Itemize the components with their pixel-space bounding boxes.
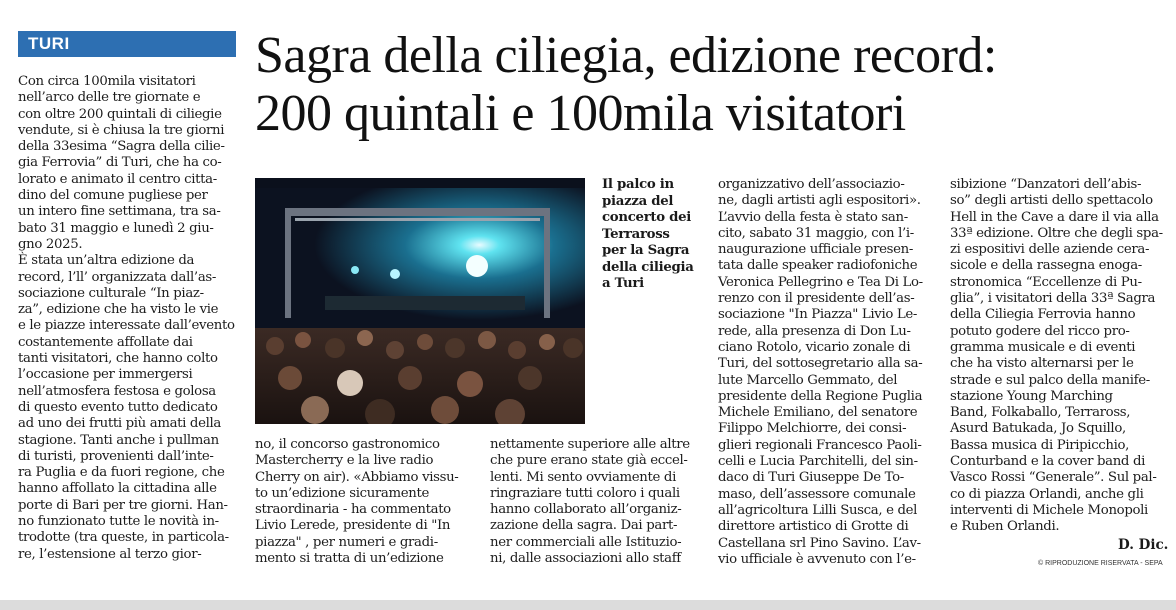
article-column-4: organizzativo dell’associazio- ne, dagli artisti agli espositori». L’avvio della festa è stato san- cito, sabato 31 maggio, con l’i- naugurazione ufficiale presen- tata dalle speaker radiofoniche Veronica Pellegrino e Tea Di Lo- renzo con il presidente dell’as- sociazione "In Piazza" Livio Le- rede, alla presenza di Don Lu- ciano Rotolo, vicario zonale di Turi, del sottosegretario alla sa- lute Marcello Gemmato, del presidente della Regione Puglia Michele Emiliano, del senatore Filippo Melchiorre, dei consi- glieri regionali Francesco Paoli- celli e Lucia Parchitelli, del sin- daco di Turi Giuseppe De To- maso, dell’assessore comunale all’agricoltura Lilli Susca, e del direttore artistico di Grotte di Castellana srl Pino Savino. L’av- vio ufficiale è avvenuto con l’e-: [718, 177, 923, 567]
article-column-5: sibizione “Danzatori dell’abis- so” degli artisti dello spettacolo Hell in the Cave a dare il via alla 33ª edizione. Oltre che degli spa- zi espositivi delle aziende cera- sicole e della rassegna enoga- stronomica “Eccellenze di Pu- glia”, i visitatori della 33ª Sagra della Ciliegia Ferrovia hanno potuto godere del ricco pro- gramma musicale e di eventi che ha visto alternarsi per le strade e sul palco della manife- stazione Young Marching Band, Folkaballo, Terraross, Asurd Batukada, Jo Squillo, Bassa musica di Piripicchio, Conturband e la cover band di Vasco Rossi “Generale”. Sul pal- co di piazza Orlandi, anche gli interventi di Michele Monopoli e Ruben Orlandi.: [950, 177, 1163, 535]
headline-line-2: 200 quintali e 100mila visitatori: [255, 85, 906, 142]
article-column-2: no, il concorso gastronomico Mastercherry e la live radio Cherry on air). «Abbiamo vissu- to un’edizione sicuramente straordinaria - ha commentato Livio Lerede, presidente di "In piazza" , per numeri e gradi- mento si tratta di un’edizione: [255, 437, 459, 567]
headline-line-1: Sagra della ciliegia, edizione record:: [255, 27, 997, 84]
copyright-notice: © RIPRODUZIONE RISERVATA - SEPA: [1038, 560, 1163, 567]
article-column-3: nettamente superiore alle altre che pure erano state già eccel- lenti. Mi sento ovviamente di ringraziare tutti coloro i quali hanno collaborato all’organiz- zazione della sagra. Dai part- ner commerciali alle Istituzio- ni, dalle associazioni allo staff: [490, 437, 690, 567]
article-column-1: Con circa 100mila visitatori nell’arco delle tre giornate e con oltre 200 quintali di ciliegie vendute, si è chiusa la tre giorni della 33esima “Sagra della cilie- gia Ferrovia” di Turi, che ha co- lorato e animato il centro citta- dino del comune pugliese per un intero fine settimana, tra sa- bato 31 maggio e lunedì 2 giu- gno 2025. È stata un’altra edizione da record, l’ll’ organizzata dall’as- sociazione culturale “In piaz- za”, edizione che ha visto le vie e le piazze interessate dall’evento costantemente affollate dai tanti visitatori, che hanno colto l’occasione per immergersi nell’atmosfera festosa e golosa di questo evento tutto dedicato ad uno dei frutti più amati della stagione. Tanti anche i pullman di turisti, provenienti dall’inte- ra Puglia e da fuori regione, che hanno affollato la cittadina alle porte di Bari per tre giorni. Han- no funzionato tutte le novità in- trodotte (tra queste, in particola- re, l’estensione al terzo gior-: [18, 74, 235, 562]
concert-photo: [255, 178, 585, 424]
concert-stage-illustration: [255, 178, 585, 424]
page-bottom-band: [0, 600, 1176, 610]
section-tag: TURI: [18, 31, 236, 57]
headline: [255, 27, 1170, 143]
author-signature: D. Dic.: [1118, 537, 1169, 553]
photo-caption: Il palco in piazza del concerto dei Terraross per la Sagra della ciliegia a Turi: [602, 177, 694, 291]
